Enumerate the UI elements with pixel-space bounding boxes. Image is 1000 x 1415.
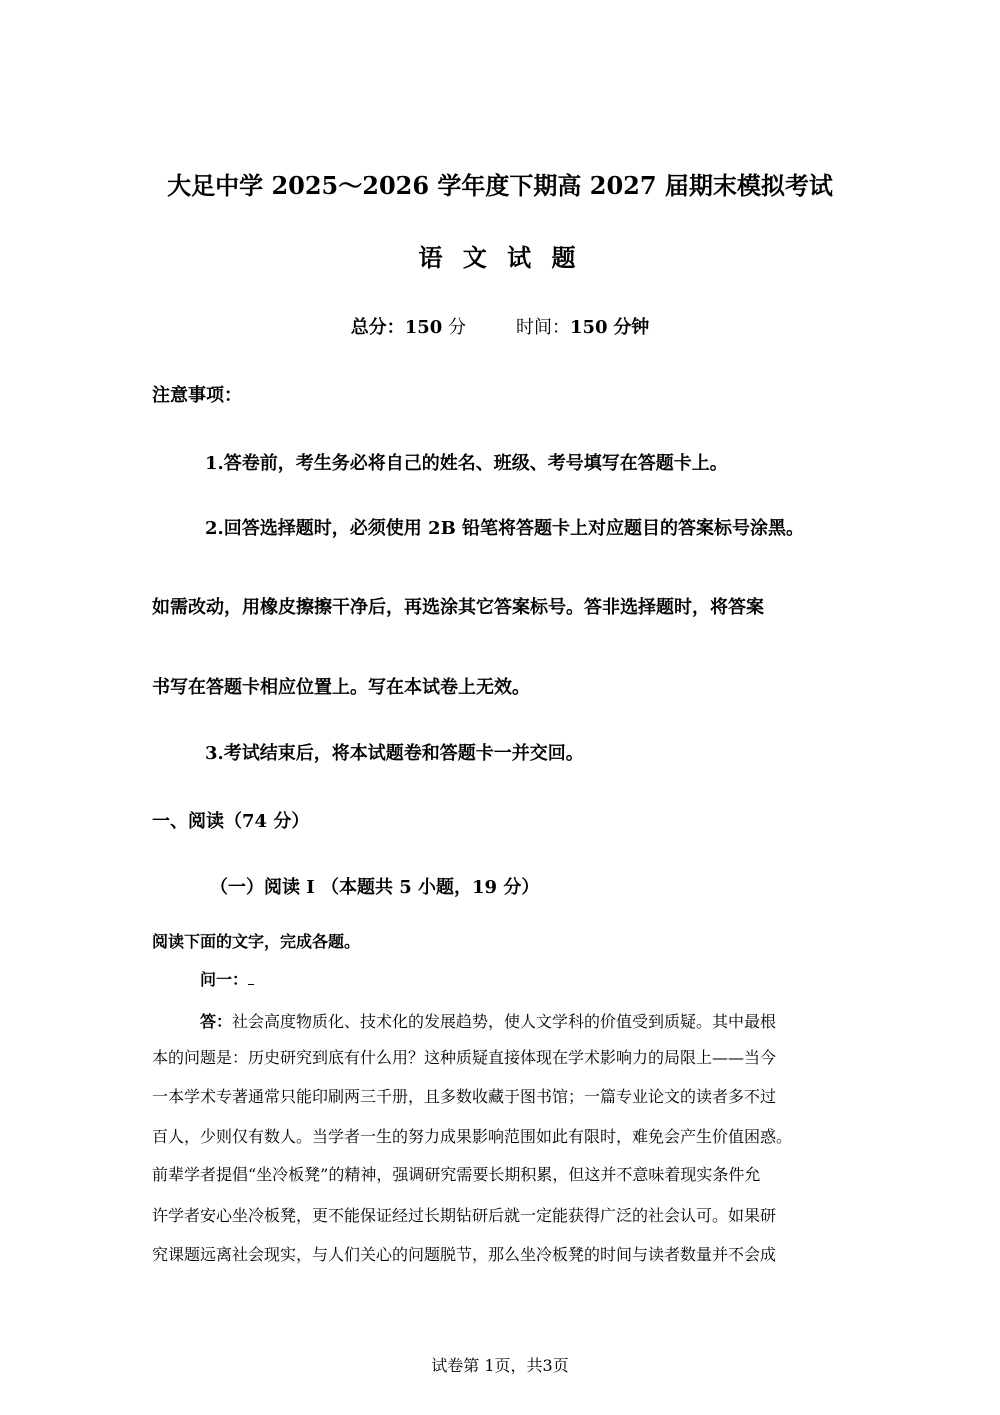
total-score-value: 150 [404, 317, 443, 338]
notice-item-3: 3.考试结束后，将本试题卷和答题卡一并交回。 [205, 743, 584, 764]
answer-line: 许学者安心坐冷板凳，更不能保证经过长期钻研后就一定能获得广泛的社会认可。如果研 [152, 1206, 777, 1225]
answer-line: 一本学术专著通常只能印刷两三千册，且多数收藏于图书馆；一篇专业论文的读者多不过 [152, 1087, 777, 1106]
answer-label: 答： [200, 1012, 233, 1031]
exam-subtitle: 语 文 试 题 [418, 243, 582, 272]
notice-item-2-line-2: 如需改动，用橡皮擦擦干净后，再选涂其它答案标号。答非选择题时，将答案 [152, 597, 764, 618]
answer-line: 本的问题是：历史研究到底有什么用？这种质疑直接体现在学术影响力的局限上——当今 [152, 1048, 777, 1067]
total-score-unit: 分 [448, 317, 466, 338]
reading-instruction: 阅读下面的文字，完成各题。 [152, 932, 361, 951]
page-footer: 试卷第 1页，共3页 [431, 1356, 569, 1375]
notice-item-2-line-3: 书写在答题卡相应位置上。写在本试卷上无效。 [152, 677, 530, 698]
score-time-line [0, 314, 1000, 342]
notice-item-2-line-1: 2.回答选择题时，必须使用 2B 铅笔将答题卡上对应题目的答案标号涂黑。 [205, 518, 805, 539]
notice-item-1: 1.答卷前，考生务必将自己的姓名、班级、考号填写在答题卡上。 [205, 453, 728, 474]
answer-line [200, 1010, 776, 1034]
exam-title: 大足中学 2025～2026 学年度下期高 2027 届期末模拟考试 [167, 171, 833, 200]
time-label: 时间： [516, 317, 570, 338]
answer-text: 社会高度物质化、技术化的发展趋势，使人文学科的价值受到质疑。其中最根 [232, 1012, 777, 1031]
subsection-heading: （一）阅读 I （本题共 5 小题，19 分） [210, 877, 540, 898]
answer-line: 百人，少则仅有数人。当学者一生的努力成果影响范围如此有限时，难免会产生价值困惑。 [152, 1127, 793, 1146]
answer-blank [248, 970, 254, 985]
total-score-label: 总分： [350, 317, 405, 338]
section-heading: 一、阅读（74 分） [152, 811, 310, 832]
question-label: 问一： [200, 970, 249, 989]
answer-line: 前辈学者提倡“坐冷板凳”的精神，强调研究需要长期积累，但这并不意味着现实条件允 [152, 1165, 761, 1184]
time-unit: 分钟 [613, 317, 650, 338]
question-1 [200, 968, 254, 992]
time-value: 150 [570, 317, 608, 338]
answer-line: 究课题远离社会现实，与人们关心的问题脱节，那么坐冷板凳的时间与读者数量并不会成 [152, 1245, 777, 1264]
notice-heading: 注意事项： [152, 385, 242, 406]
